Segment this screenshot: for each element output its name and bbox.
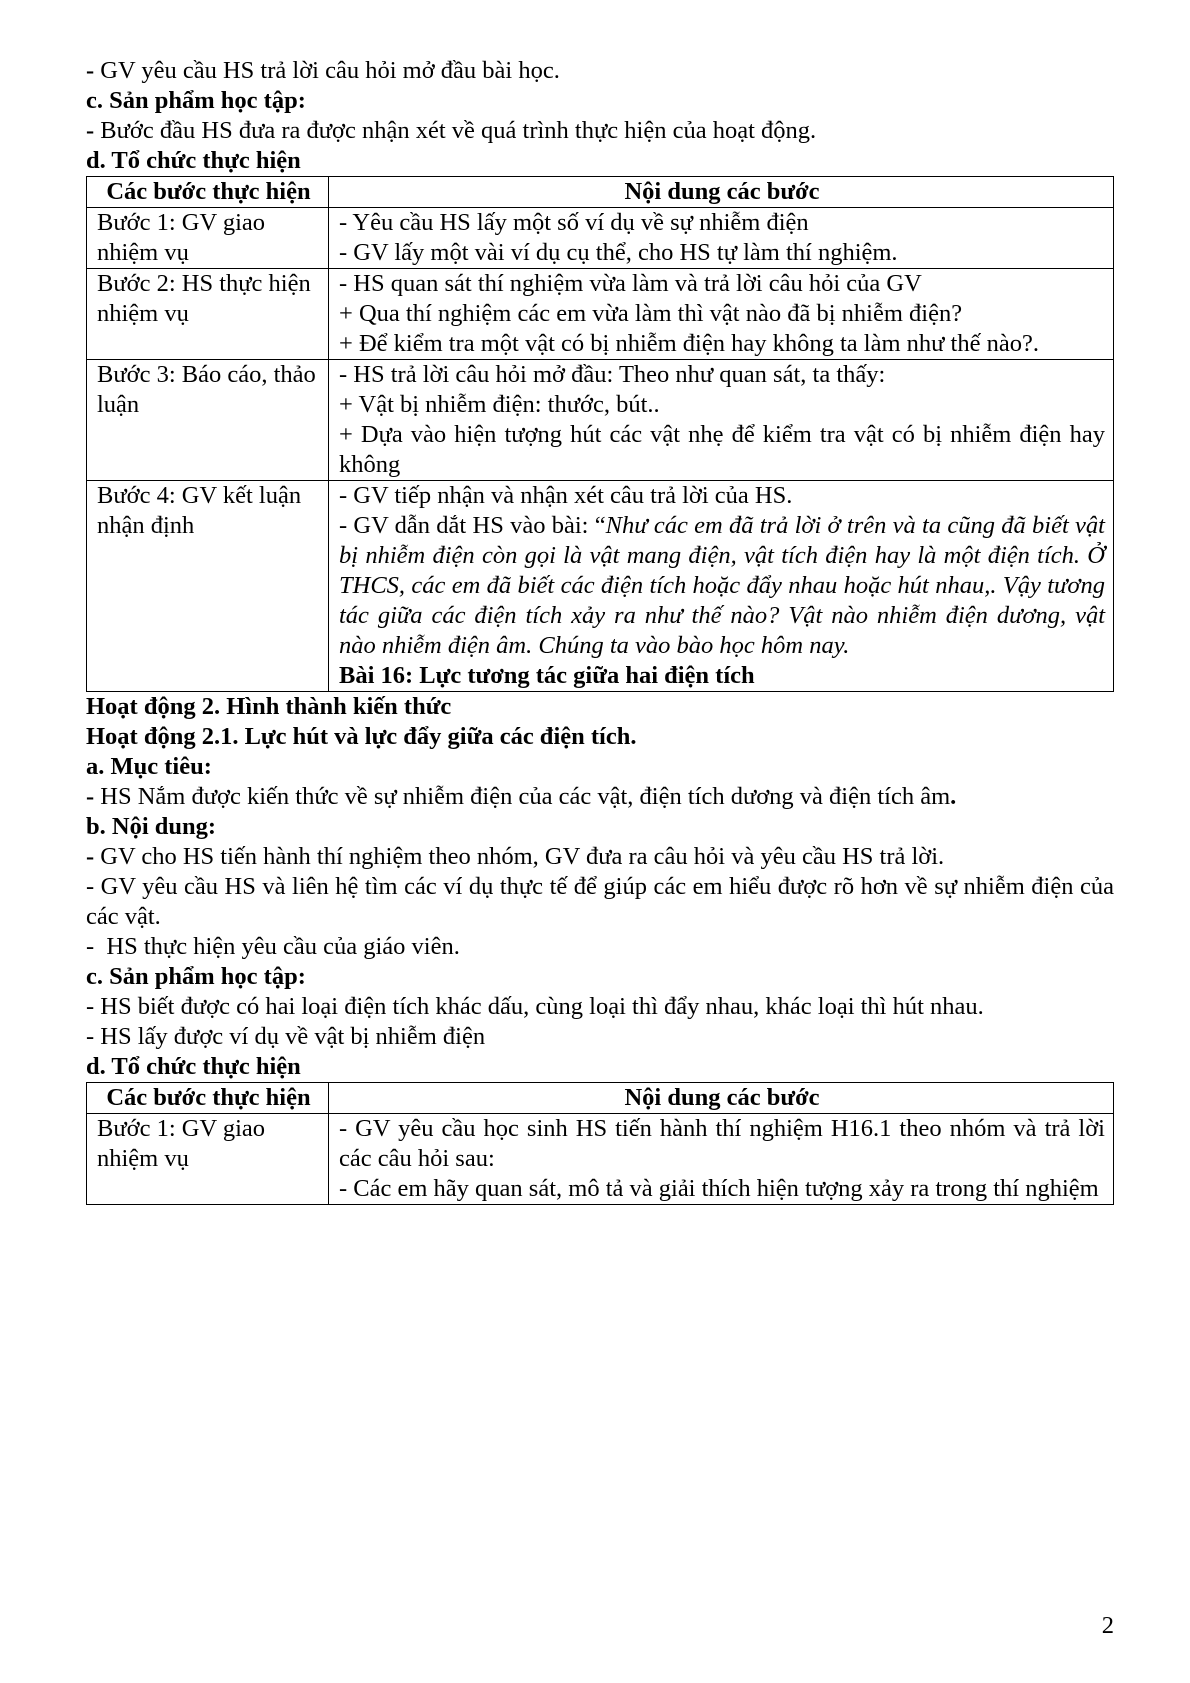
content-line-1: - GV cho HS tiến hành thí nghiệm theo nhóm, GV đưa ra câu hỏi và yêu cầu HS trả lời. xyxy=(86,842,1114,872)
step-cell: Bước 1: GV giao nhiệm vụ xyxy=(87,208,329,269)
table-row xyxy=(87,481,1114,692)
heading-d-organization: d. Tổ chức thực hiện xyxy=(86,147,301,174)
step-cell: Bước 4: GV kết luận nhận định xyxy=(87,481,329,692)
content-cell: - HS quan sát thí nghiệm vừa làm và trả lời câu hỏi của GV + Qua thí nghiệm các em vừa làm thì vật nào đã bị nhiễm điện? + Để kiểm tra một vật có bị nhiễm điện hay không ta làm như thế nào?. xyxy=(329,269,1114,360)
heading-c-product: c. Sản phẩm học tập: xyxy=(86,87,306,114)
column-header-steps: Các bước thực hiện xyxy=(87,1083,329,1114)
step-cell: Bước 1: GV giao nhiệm vụ xyxy=(87,1114,329,1205)
table-row xyxy=(87,1114,1114,1205)
steps-table-2 xyxy=(86,1082,1114,1205)
content-line-3: - HS thực hiện yêu cầu của giáo viên. xyxy=(86,933,460,960)
table-header-row xyxy=(87,177,1114,208)
column-header-steps: Các bước thực hiện xyxy=(87,177,329,208)
product-line-1: - HS biết được có hai loại điện tích khác dấu, cùng loại thì đẩy nhau, khác loại thì hút nhau. xyxy=(86,993,984,1020)
heading-a-goal: a. Mục tiêu: xyxy=(86,753,212,780)
lead-in-quote: Như các em đã trả lời ở trên và ta cũng đã biết vật bị nhiễm điện còn gọi là vật mang điện, vật tích điện hay là một điện tích. Ở THCS, các em đã biết các điện tích hoặc đẩy nhau hoặc hút nhau,. Vậy tương tác giữa các điện tích xảy ra như thế nào? Vật nào nhiễm điện dương, vật nào nhiễm điện âm. Chúng ta vào bào học hôm nay. xyxy=(339,512,1105,659)
content-cell: - GV tiếp nhận và nhận xét câu trả lời của HS. - GV dẫn dắt HS vào bài: “Như các em đã trả lời ở trên và ta cũng đã biết vật bị nhiễm điện còn gọi là vật mang điện, vật tích điện hay là một điện tích. Ở THCS, các em đã biết các điện tích hoặc đẩy nhau hoặc hút nhau,. Vậy tương tác giữa các điện tích xảy ra như thế nào? Vật nào nhiễm điện dương, vật nào nhiễm điện âm. Chúng ta vào bào học hôm nay. Bài 16: Lực tương tác giữa hai điện tích xyxy=(329,481,1114,692)
intro-line-1: - GV yêu cầu HS trả lời câu hỏi mở đầu bài học. xyxy=(86,56,1114,86)
lead-in-paragraph: - GV dẫn dắt HS vào bài: “Như các em đã trả lời ở trên và ta cũng đã biết vật bị nhiễm điện còn gọi là vật mang điện, vật tích điện hay là một điện tích. Ở THCS, các em đã biết các điện tích hoặc đẩy nhau hoặc hút nhau,. Vậy tương tác giữa các điện tích xảy ra như thế nào? Vật nào nhiễm điện dương, vật nào nhiễm điện âm. Chúng ta vào bào học hôm nay. xyxy=(339,512,1105,659)
content-cell: - Yêu cầu HS lấy một số ví dụ về sự nhiễm điện - GV lấy một vài ví dụ cụ thể, cho HS tự làm thí nghiệm. xyxy=(329,208,1114,269)
heading-c-product-2: c. Sản phẩm học tập: xyxy=(86,963,306,990)
table-row xyxy=(87,208,1114,269)
table-header-row xyxy=(87,1083,1114,1114)
steps-table-1 xyxy=(86,176,1114,692)
column-header-content: Nội dung các bước xyxy=(329,177,1114,208)
activity-2-1-title: Hoạt động 2.1. Lực hút và lực đẩy giữa các điện tích. xyxy=(86,723,637,750)
column-header-content: Nội dung các bước xyxy=(329,1083,1114,1114)
table-row xyxy=(87,360,1114,481)
heading-d-organization-2: d. Tổ chức thực hiện xyxy=(86,1053,301,1080)
document-page xyxy=(86,56,1114,1205)
lesson-title: Bài 16: Lực tương tác giữa hai điện tích xyxy=(339,662,755,689)
step-cell: Bước 3: Báo cáo, thảo luận xyxy=(87,360,329,481)
activity-2-title: Hoạt động 2. Hình thành kiến thức xyxy=(86,693,452,720)
content-cell: - HS trả lời câu hỏi mở đầu: Theo như quan sát, ta thấy: + Vật bị nhiễm điện: thước, bút.. + Dựa vào hiện tượng hút các vật nhẹ để kiểm tra vật có bị nhiễm điện hay không xyxy=(329,360,1114,481)
heading-b-content: b. Nội dung: xyxy=(86,813,217,840)
page-number: 2 xyxy=(1101,1612,1114,1639)
goal-line: - HS Nắm được kiến thức về sự nhiễm điện của các vật, điện tích dương và điện tích âm. xyxy=(86,782,1114,812)
product-line-2: - HS lấy được ví dụ về vật bị nhiễm điện xyxy=(86,1023,486,1050)
step-cell: Bước 2: HS thực hiện nhiệm vụ xyxy=(87,269,329,360)
intro-line-2: - Bước đầu HS đưa ra được nhận xét về quá trình thực hiện của hoạt động. xyxy=(86,116,1114,146)
content-line-2: - GV yêu cầu HS và liên hệ tìm các ví dụ thực tế để giúp các em hiểu được rõ hơn về sự nhiễm điện của các vật. xyxy=(86,873,1114,930)
content-cell: - GV yêu cầu học sinh HS tiến hành thí nghiệm H16.1 theo nhóm và trả lời các câu hỏi sau: - Các em hãy quan sát, mô tả và giải thích hiện tượng xảy ra trong thí nghiệm xyxy=(329,1114,1114,1205)
table-row xyxy=(87,269,1114,360)
